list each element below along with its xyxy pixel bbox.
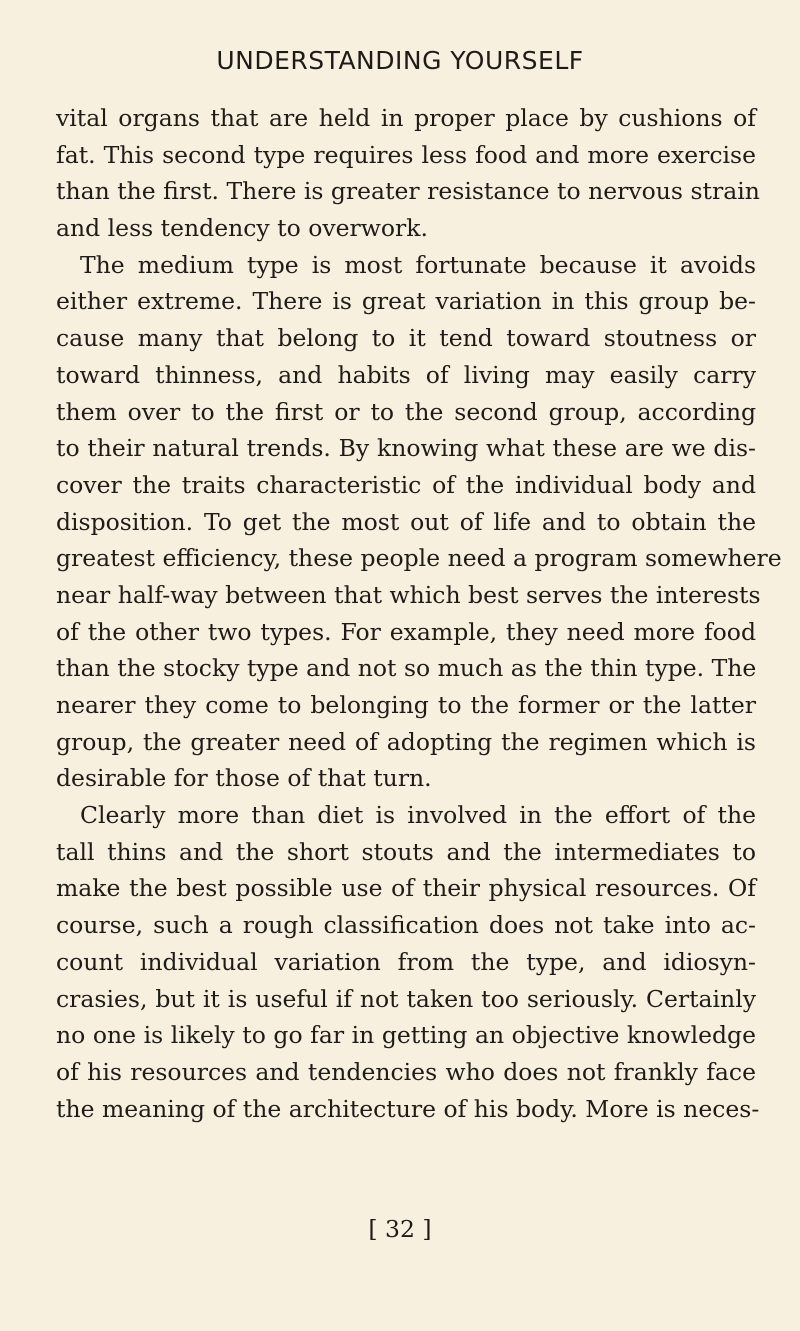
text-line: Clearly more than diet is involved in the effort of the (80, 801, 756, 830)
text-line: them over to the first or to the second group, according (56, 397, 756, 426)
text-line: nearer they come to belonging to the former or the latter (56, 691, 756, 719)
text-line: of the other two types. For example, they need more food (56, 617, 756, 646)
running-head: UNDERSTANDING YOURSELF (216, 46, 584, 75)
text-line: group, the greater need of adopting the regimen which is (56, 727, 756, 756)
text-line: desirable for those of that turn. (56, 764, 432, 793)
text-line: than the stocky type and not so much as the thin type. The (56, 654, 757, 683)
text-line: crasies, but it is useful if not taken too seriously. Certainly (56, 984, 756, 1013)
text-line: fat. This second type requires less food and more exercise (56, 140, 756, 169)
text-line: cover the traits characteristic of the individual body and (56, 470, 756, 499)
text-line: cause many that belong to it tend toward stoutness or (56, 324, 756, 353)
text-line: tall thins and the short stouts and the intermediates to (56, 837, 756, 866)
text-line: toward thinness, and habits of living may easily carry (56, 360, 756, 389)
text-line: and less tendency to overwork. (56, 214, 428, 243)
text-line: count individual variation from the type, and idiosyn- (56, 947, 756, 976)
text-line: no one is likely to go far in getting an objective knowledge (56, 1021, 756, 1050)
text-line: greatest efficiency, these people need a program somewhere (56, 544, 782, 573)
text-line: course, such a rough classification does not take into ac- (56, 911, 756, 940)
page-number: [ 32 ] (368, 1215, 432, 1243)
text-line: near half-way between that which best serves the interests (56, 580, 761, 609)
text-line: vital organs that are held in proper place by cushions of (56, 104, 756, 132)
text-line: to their natural trends. By knowing what these are we dis- (56, 434, 756, 463)
text-line: The medium type is most fortunate because it avoids (80, 250, 756, 279)
body-text (56, 100, 782, 1127)
text-line: than the first. There is greater resistance to nervous strain (56, 177, 760, 206)
text-line: make the best possible use of their physical resources. Of (56, 874, 756, 903)
text-line: disposition. To get the most out of life and to obtain the (56, 507, 756, 536)
text-line: of his resources and tendencies who does not frankly face (56, 1057, 756, 1086)
text-line: either extreme. There is great variation in this group be- (56, 287, 756, 316)
text-line: the meaning of the architecture of his body. More is neces- (56, 1094, 760, 1123)
